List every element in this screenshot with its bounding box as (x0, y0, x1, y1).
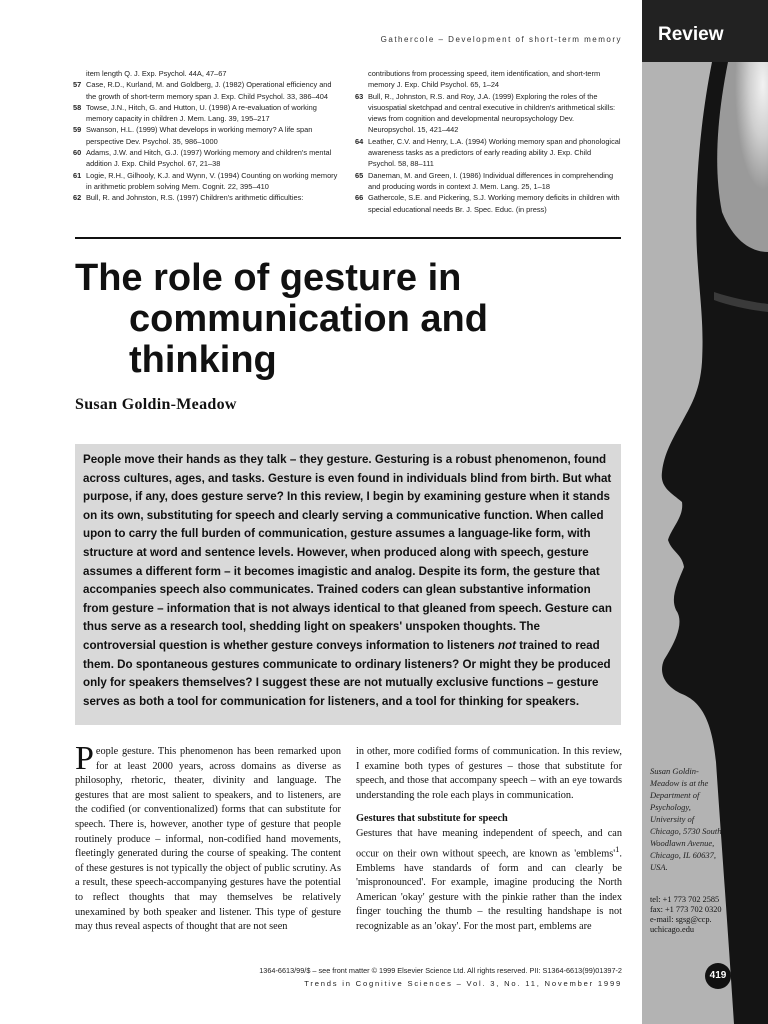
title-line-1: The role of gesture in (75, 257, 462, 299)
subheading-gestures-substitute: Gestures that substitute for speech (356, 813, 508, 825)
profile-silhouette-icon (642, 62, 768, 1024)
page-number-badge: 419 (705, 963, 731, 989)
reference-number: 61 (73, 170, 82, 180)
reference-text: Bull, R., Johnston, R.S. and Roy, J.A. (1999) Exploring the roles of the visuospatial sketchpad and central executive in children's arithmetical skills: views from cognition and developmental neuropsychology Dev. Neuropsychol. 15, 421–442 (368, 91, 616, 135)
reference-number: 60 (73, 148, 82, 158)
reference-item (357, 136, 621, 170)
reference-item (75, 102, 339, 125)
reference-text: Logie, R.H., Gilhooly, K.J. and Wynn, V. (1994) Counting on working memory in arithmetic problem solving Mem. Cognit. 22, 395–410 (86, 170, 338, 191)
affiliation-line: Meadow is at the (650, 778, 709, 788)
affiliation-line: University of (650, 814, 695, 824)
abstract-text-a: People move their hands as they talk – they gesture. Gesturing is a robust phenomenon, found across cultures, ages, and tasks. Gesture is even found in individuals blind from birth. But what purpose, if any, does gesture serve? In this review, I begin by examining gesture when it stands on its own, substituting for speech and clearly serving a communicative function. When called upon to carry the full burden of communication, gesture assumes a language-like form, with structure at word and sentence levels. However, when produced along with speech, gesture assumes a different form – it becomes imagistic and analog. Despite its form, the gesture that accompanies speech also communicates. Trained coders can glean substantive information from gesture – information that is not always identical to that gleaned from speech. Gesture can thus serve as a research tool, shedding light on speakers' unspoken thoughts. The controversial question is whether gesture conveys information to listeners (83, 453, 612, 652)
reference-item (357, 192, 621, 215)
affiliation-line: Chicago, IL 60637, (650, 850, 716, 860)
reference-item (75, 170, 339, 193)
reference-item (357, 91, 621, 136)
affiliation-line: Susan Goldin- (650, 766, 699, 776)
title-line-2: communication and (129, 298, 488, 340)
reference-text: Daneman, M. and Green, I. (1986) Individual differences in comprehending and producing words in context J. Mem. Lang. 25, 1–18 (368, 170, 614, 191)
reference-number: 62 (73, 193, 82, 203)
abstract-text-b: trained to read them. Do spontaneous gestures communicate to ordinary listeners? Or might they be produced only for speakers themselves? I suggest these are not mutually exclusive functions – gesture serves as both a tool for communication for listeners, and a tool for thinking for speakers. (83, 638, 611, 708)
reference-item (75, 192, 339, 203)
contact-email: e-mail: sgsg@ccp. (650, 915, 712, 924)
references-right-column (357, 68, 621, 215)
running-head: Gathercole – Development of short-term memory (380, 35, 622, 44)
reference-item (75, 68, 339, 79)
reference-item (357, 68, 621, 91)
affiliation-line: Department of (650, 790, 700, 800)
author-contact (650, 895, 762, 935)
reference-number: 64 (355, 136, 364, 146)
abstract-box (75, 444, 621, 725)
drop-cap: P (75, 740, 94, 777)
article-title (75, 258, 615, 381)
reference-text: Gathercole, S.E. and Pickering, S.J. Working memory deficits in children with special educational needs Br. J. Spec. Educ. (in press) (368, 193, 620, 214)
reference-text: Swanson, H.L. (1999) What develops in working memory? A life span perspective Dev. Psychol. 35, 986–1000 (86, 125, 313, 146)
reference-text: contributions from processing speed, item identification, and short-term memory J. Exp. Child Psychol. 65, 1–24 (368, 69, 601, 90)
contact-email-cont: uchicago.edu (650, 925, 695, 934)
reference-number: 58 (73, 102, 82, 112)
body-right-para-2 (356, 827, 622, 935)
article-author: Susan Goldin-Meadow (75, 396, 237, 413)
para2-text-a: Gestures that have meaning independent of speech, and can occur on their own without speech, are known as 'emblems' (356, 827, 622, 859)
footer-journal: Trends in Cognitive Sciences – Vol. 3, No. 11, November 1999 (304, 979, 622, 988)
contact-tel: tel: +1 773 702 2585 (650, 895, 720, 904)
reference-number: 59 (73, 125, 82, 135)
reference-text: item length Q. J. Exp. Psychol. 44A, 47–67 (86, 69, 227, 78)
side-panel (642, 0, 768, 1024)
title-line-3: thinking (129, 339, 277, 381)
reference-number: 63 (355, 91, 364, 101)
affiliation-line: USA. (650, 862, 668, 872)
section-divider (75, 237, 621, 239)
para2-text-b: . Emblems have standards of form and can clearly be 'mispronounced'. For example, imagine producing the North American 'okay' gesture with the pinkie rather than the index finger touching the thumb – the resulting handshape is not recognizable as an 'okay'. For the most part, emblems are (356, 847, 622, 932)
body-right-para-1: in other, more codified forms of communication. In this review, I examine both types of gestures – those that substitute for speech, and those that accompany speech – with an eye towards understanding the role each plays in communication. (356, 746, 622, 801)
reference-text: Bull, R. and Johnston, R.S. (1997) Children's arithmetic difficulties: (86, 193, 304, 203)
abstract-italic-word: not (497, 638, 516, 652)
body-left-text: eople gesture. This phenomenon has been remarked upon for at least 2000 years, across domains as diverse as philosophy, rhetoric, theater, divinity and language. The gestures that are most salient to speakers, and to listeners, are the codified (or conventionalized) forms that can substitute for speech. There is, however, another type of gesture that people routinely produce – informal, non-codified hand movements, fleetingly generated during the course of speaking. The content of these gestures is not typically the object of public scrutiny. As a result, these speech-accompanying gestures have the potential to reflect thoughts that may themselves be relatively unexamined by both speaker and listener. This type of gesture may thus reveal aspects of thought that are not seen (75, 746, 341, 933)
author-photo (642, 62, 768, 1024)
affiliation-line: Woodlawn Avenue, (650, 838, 715, 848)
affiliation-line: Psychology, (650, 802, 691, 812)
reference-item (75, 124, 339, 147)
reference-text: Towse, J.N., Hitch, G. and Hutton, U. (1998) A re-evaluation of working memory capacity in children J. Mem. Lang. 39, 195–217 (86, 102, 317, 124)
reference-item (75, 79, 339, 102)
body-column-right (356, 745, 622, 935)
review-section-tag: Review (642, 0, 768, 62)
body-column-left (75, 740, 341, 935)
reference-text: Leather, C.V. and Henry, L.A. (1994) Working memory span and phonological awareness tasks as a predictors of early reading ability J. Exp. Child Psychol. 58, 88–111 (368, 136, 621, 169)
reference-text: Case, R.D., Kurland, M. and Goldberg, J. (1982) Operational efficiency and the growth of short-term memory span J. Exp. Child Psychol. 33, 386–404 (86, 80, 332, 101)
reference-item (75, 147, 339, 170)
reference-number: 57 (73, 80, 82, 90)
reference-item (357, 170, 621, 193)
reference-text: Adams, J.W. and Hitch, G.J. (1997) Working memory and children's mental addition J. Exp. Child Psychol. 67, 21–38 (86, 148, 332, 169)
affiliation-line: Chicago, 5730 South (650, 826, 722, 836)
reference-number: 66 (355, 193, 364, 203)
footnote-ref: 1 (615, 843, 620, 854)
reference-number: 65 (355, 170, 364, 180)
references-left-column (75, 68, 339, 204)
footer-copyright: 1364-6613/99/$ – see front matter © 1999 Elsevier Science Ltd. All rights reserved. PII: S1364-6613(99)01397-2 (259, 966, 622, 975)
contact-fax: fax: +1 773 702 0320 (650, 905, 722, 914)
author-affiliation (650, 765, 762, 873)
